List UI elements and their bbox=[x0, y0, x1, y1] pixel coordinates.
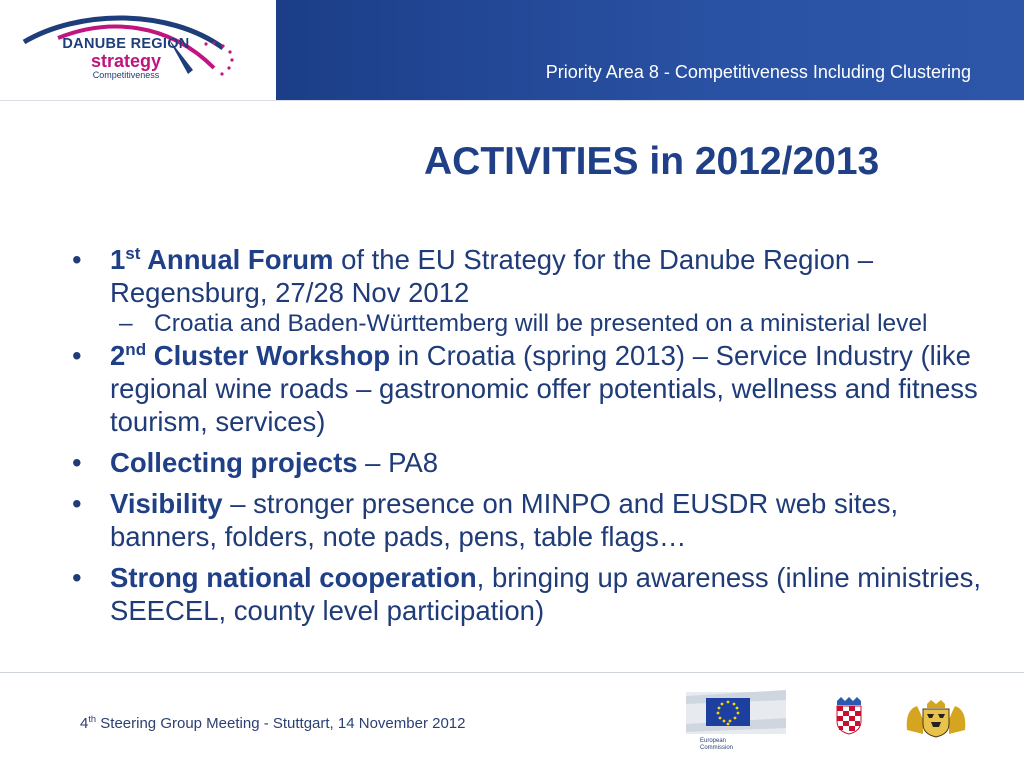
ordinal-suffix: st bbox=[125, 243, 141, 263]
sub-list-item bbox=[72, 309, 1002, 339]
eu-commission-icon bbox=[686, 688, 786, 738]
banner-title: Priority Area 8 - Competitiveness Including Clustering bbox=[545, 62, 971, 82]
slide-title: ACTIVITIES in 2012/2013 bbox=[424, 140, 880, 183]
header-banner bbox=[276, 0, 1024, 100]
danube-region-logo bbox=[0, 0, 274, 100]
logo-tagline: Competitiveness bbox=[92, 70, 160, 80]
ordinal-number: 2 bbox=[110, 340, 126, 371]
footer-caption bbox=[80, 715, 465, 732]
header bbox=[0, 0, 1024, 100]
ordinal-number: 1 bbox=[110, 244, 126, 275]
sub-bullet-dash: – bbox=[119, 310, 133, 337]
bullet-dot-icon: • bbox=[72, 562, 82, 593]
footer-ordinal-suffix: th bbox=[88, 714, 97, 724]
footer-ordinal: 4 bbox=[80, 715, 89, 732]
bullet-text: , bringing up awareness (inline ministries, SEECEL, county level participation) bbox=[110, 562, 982, 626]
bullet-bold-text: Visibility bbox=[110, 488, 223, 519]
bullet-list bbox=[72, 243, 1002, 627]
bullet-bold-text: Collecting projects bbox=[110, 447, 358, 478]
eu-caption bbox=[700, 738, 770, 752]
bullet-dot-icon: • bbox=[72, 488, 82, 519]
logo-subtitle: strategy bbox=[90, 51, 162, 71]
list-item bbox=[72, 243, 1002, 309]
bullet-dot-icon: • bbox=[72, 340, 82, 371]
baden-wuerttemberg-coat-of-arms-icon bbox=[903, 700, 969, 738]
bullet-bold-text: Strong national cooperation bbox=[110, 562, 477, 593]
bullet-text: – stronger presence on MINPO and EUSDR web sites, banners, folders, note pads, pens, table flags… bbox=[110, 488, 899, 552]
footer-text: Steering Group Meeting - Stuttgart, 14 November 2012 bbox=[96, 715, 466, 732]
eu-caption-line1: European bbox=[700, 738, 727, 744]
list-item bbox=[72, 446, 1002, 479]
header-divider bbox=[0, 100, 1024, 101]
bullet-text: in Croatia (spring 2013) – Service Industry (like regional wine roads – gastronomic offer potentials, wellness and fitness tourism, services) bbox=[110, 340, 978, 437]
bullet-text: of the EU Strategy for the Danube Region – Regensburg, 27/28 Nov 2012 bbox=[110, 244, 874, 308]
list-item bbox=[72, 561, 1002, 627]
bullet-bold-text: Cluster Workshop bbox=[146, 340, 391, 371]
logo-title: DANUBE REGION bbox=[62, 36, 190, 52]
croatia-coat-of-arms-icon bbox=[835, 697, 863, 735]
footer-divider bbox=[0, 672, 1024, 673]
eu-caption-line2: Commission bbox=[700, 745, 734, 751]
list-item bbox=[72, 339, 1002, 438]
bullet-text: – PA8 bbox=[357, 447, 439, 478]
bullet-dot-icon: • bbox=[72, 447, 82, 478]
ordinal-suffix: nd bbox=[125, 339, 147, 359]
sub-bullet-text: Croatia and Baden-Württemberg will be presented on a ministerial level bbox=[154, 310, 928, 337]
bullet-bold-text: Annual Forum bbox=[140, 244, 334, 275]
list-item bbox=[72, 487, 1002, 553]
bullet-dot-icon: • bbox=[72, 244, 82, 275]
